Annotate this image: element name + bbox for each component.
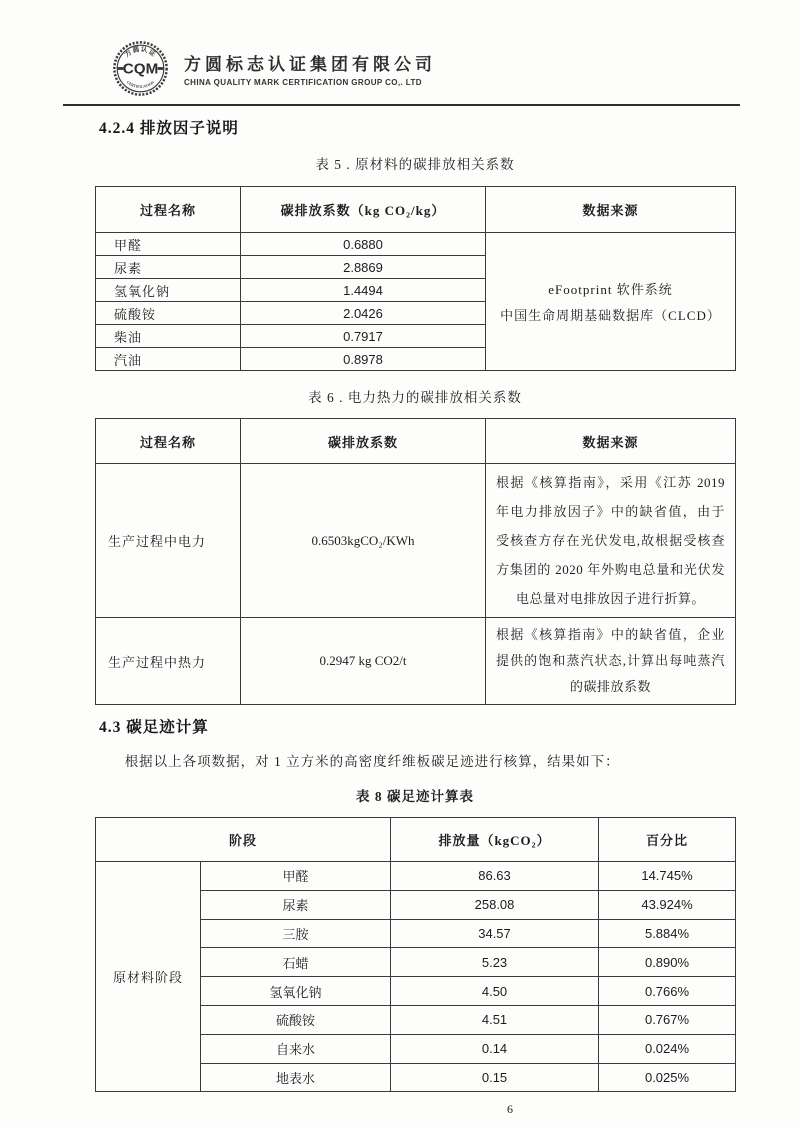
table-row: 尿素 258.08 43.924% <box>96 890 736 919</box>
table-row: 地表水 0.15 0.025% <box>96 1063 736 1092</box>
svg-text:CERTIFICATION: CERTIFICATION <box>125 80 156 90</box>
table-row: 柴油 0.7917 <box>96 325 736 348</box>
page-header <box>63 0 740 106</box>
company-name-en: CHINA QUALITY MARK CERTIFICATION GROUP CO,. LTD <box>184 78 422 87</box>
t8-header-emission: 排放量（kgCO₂） <box>391 818 599 862</box>
table-row: 自来水 0.14 0.024% <box>96 1034 736 1063</box>
table-row: 生产过程中电力 0.6503kgCO₂/KWh 根据《核算指南》，采用《江苏 2019 年电力排放因子》中的缺省值，由于受核查方存在光伏发电,故根据受核查方集团的 2020 年外购电总量和光伏发电总量对电排放因子进行折算。 <box>96 464 736 618</box>
t5-header-factor: 碳排放系数（kg CO₂/kg） <box>241 187 486 233</box>
company-name-block <box>184 50 436 87</box>
table-row: 汽油 0.8978 <box>96 348 736 371</box>
table-raw-material-factors <box>95 186 736 371</box>
section-heading-424: 4.2.4 排放因子说明 <box>99 120 239 137</box>
section-heading-43: 4.3 碳足迹计算 <box>99 719 209 736</box>
table5-caption: 表 5 . 原材料的碳排放相关系数 <box>315 157 515 172</box>
t5-header-process: 过程名称 <box>96 187 241 233</box>
table-row: 三胺 34.57 5.884% <box>96 919 736 948</box>
t6-header-process: 过程名称 <box>96 419 241 464</box>
table-row: 石蜡 5.23 0.890% <box>96 948 736 977</box>
svg-text:CQM: CQM <box>122 60 159 78</box>
table-row: 原材料阶段 甲醛 86.63 14.745% <box>96 862 736 891</box>
document-body <box>95 116 735 1117</box>
svg-text:方圆认证: 方圆认证 <box>123 46 158 59</box>
table-row: 氢氧化钠 4.50 0.766% <box>96 977 736 1006</box>
section-43-paragraph: 根据以上各项数据，对 1 立方米的高密度纤维板碳足迹进行核算，结果如下： <box>124 754 620 769</box>
t5-data-source-cell: eFootprint 软件系统 中国生命周期基础数据库（CLCD） <box>486 233 736 371</box>
table-energy-factors <box>95 418 736 705</box>
company-name-cn: 方圆标志认证集团有限公司 <box>184 55 436 74</box>
table-row: 硫酸铵 2.0426 <box>96 302 736 325</box>
table-row: 甲醛 0.6880 eFootprint 软件系统 中国生命周期基础数据库（CLCD） <box>96 233 736 256</box>
t8-stage-group-cell: 原材料阶段 <box>96 862 201 1092</box>
t5-header-source: 数据来源 <box>486 187 736 233</box>
table-row: 硫酸铵 4.51 0.767% <box>96 1005 736 1034</box>
table-row: 生产过程中热力 0.2947 kg CO2/t 根据《核算指南》中的缺省值，企业提供的饱和蒸汽状态,计算出每吨蒸汽的碳排放系数 <box>96 618 736 705</box>
table-footprint-calculation <box>95 817 736 1092</box>
t8-header-stage: 阶段 <box>96 818 391 862</box>
t6-header-source: 数据来源 <box>486 419 736 464</box>
table6-caption: 表 6 . 电力热力的碳排放相关系数 <box>308 390 522 405</box>
t6-header-factor: 碳排放系数 <box>241 419 486 464</box>
t8-header-percent: 百分比 <box>599 818 736 862</box>
table-row: 尿素 2.8869 <box>96 256 736 279</box>
table-row: 氢氧化钠 1.4494 <box>96 279 736 302</box>
cqm-logo-icon <box>112 40 169 97</box>
page-number: 6 <box>507 1102 513 1117</box>
table8-caption: 表 8 碳足迹计算表 <box>356 789 474 804</box>
